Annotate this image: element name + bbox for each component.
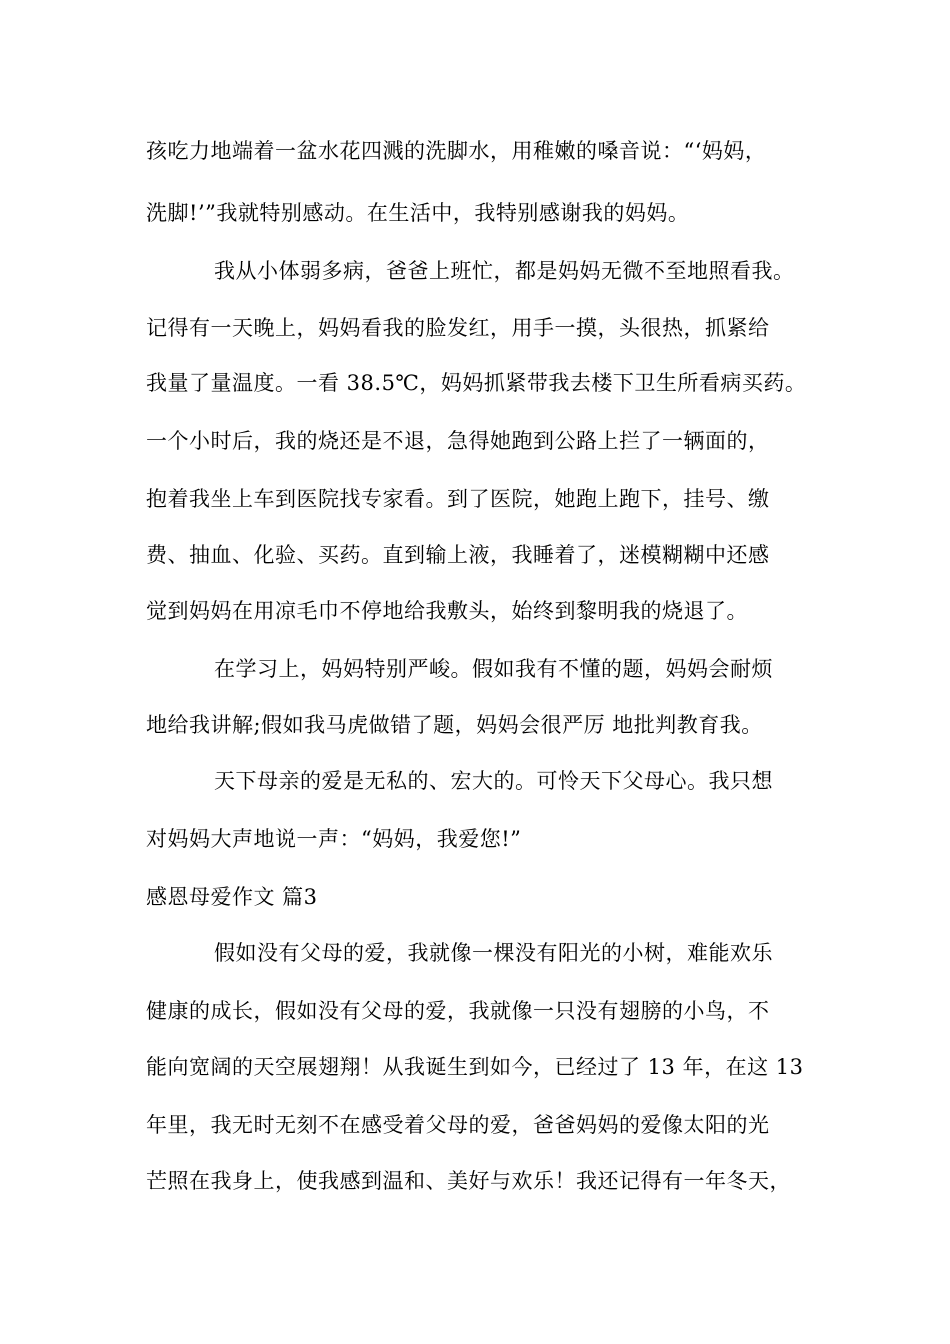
text-line: 费、抽血、化验、买药。直到输上液，我睡着了，迷模糊糊中还感	[146, 543, 770, 567]
text-line: 觉到妈妈在用凉毛巾不停地给我敷头，始终到黎明我的烧退了。	[146, 599, 748, 623]
text-line: 对妈妈大声地说一声：“妈妈，我爱您!”	[146, 827, 522, 851]
text-line: 我量了量温度。一看 38.5℃，妈妈抓紧带我去楼下卫生所看病买药。	[146, 371, 807, 395]
paragraph-start-line: 我从小体弱多病，爸爸上班忙，都是妈妈无微不至地照看我。	[214, 259, 795, 283]
text-line: 孩吃力地端着一盆水花四溅的洗脚水，用稚嫩的嗓音说：“‘妈妈，	[146, 139, 767, 163]
paragraph-start-line: 假如没有父母的爱，我就像一棵没有阳光的小树，难能欢乐	[214, 941, 773, 965]
text-line: 记得有一天晚上，妈妈看我的脸发红，用手一摸，头很热，抓紧给	[146, 316, 770, 340]
text-line: 年里，我无时无刻不在感受着父母的爱，爸爸妈妈的爱像太阳的光	[146, 1113, 770, 1137]
text-line: 芒照在我身上，使我感到温和、美好与欢乐！我还记得有一年冬天，	[146, 1169, 791, 1193]
text-line: 地给我讲解;假如我马虎做错了题，妈妈会很严厉 地批判教育我。	[146, 713, 763, 737]
text-line: 健康的成长，假如没有父母的爱，我就像一只没有翅膀的小鸟，不	[146, 999, 770, 1023]
paragraph-start-line: 在学习上，妈妈特别严峻。假如我有不懂的题，妈妈会耐烦	[214, 657, 773, 681]
paragraph-start-line: 天下母亲的爱是无私的、宏大的。可怜天下父母心。我只想	[214, 769, 773, 793]
text-line: 能向宽阔的天空展翅翔！从我诞生到如今，已经过了 13 年，在这 13	[146, 1055, 804, 1079]
text-line: 抱着我坐上车到医院找专家看。到了医院，她跑上跑下，挂号、缴	[146, 487, 770, 511]
text-line: 洗脚!’”我就特别感动。在生活中，我特别感谢我的妈妈。	[146, 201, 690, 225]
text-line: 一个小时后，我的烧还是不退，急得她跑到公路上拦了一辆面的，	[146, 429, 770, 453]
section-heading: 感恩母爱作文 篇3	[146, 885, 318, 909]
